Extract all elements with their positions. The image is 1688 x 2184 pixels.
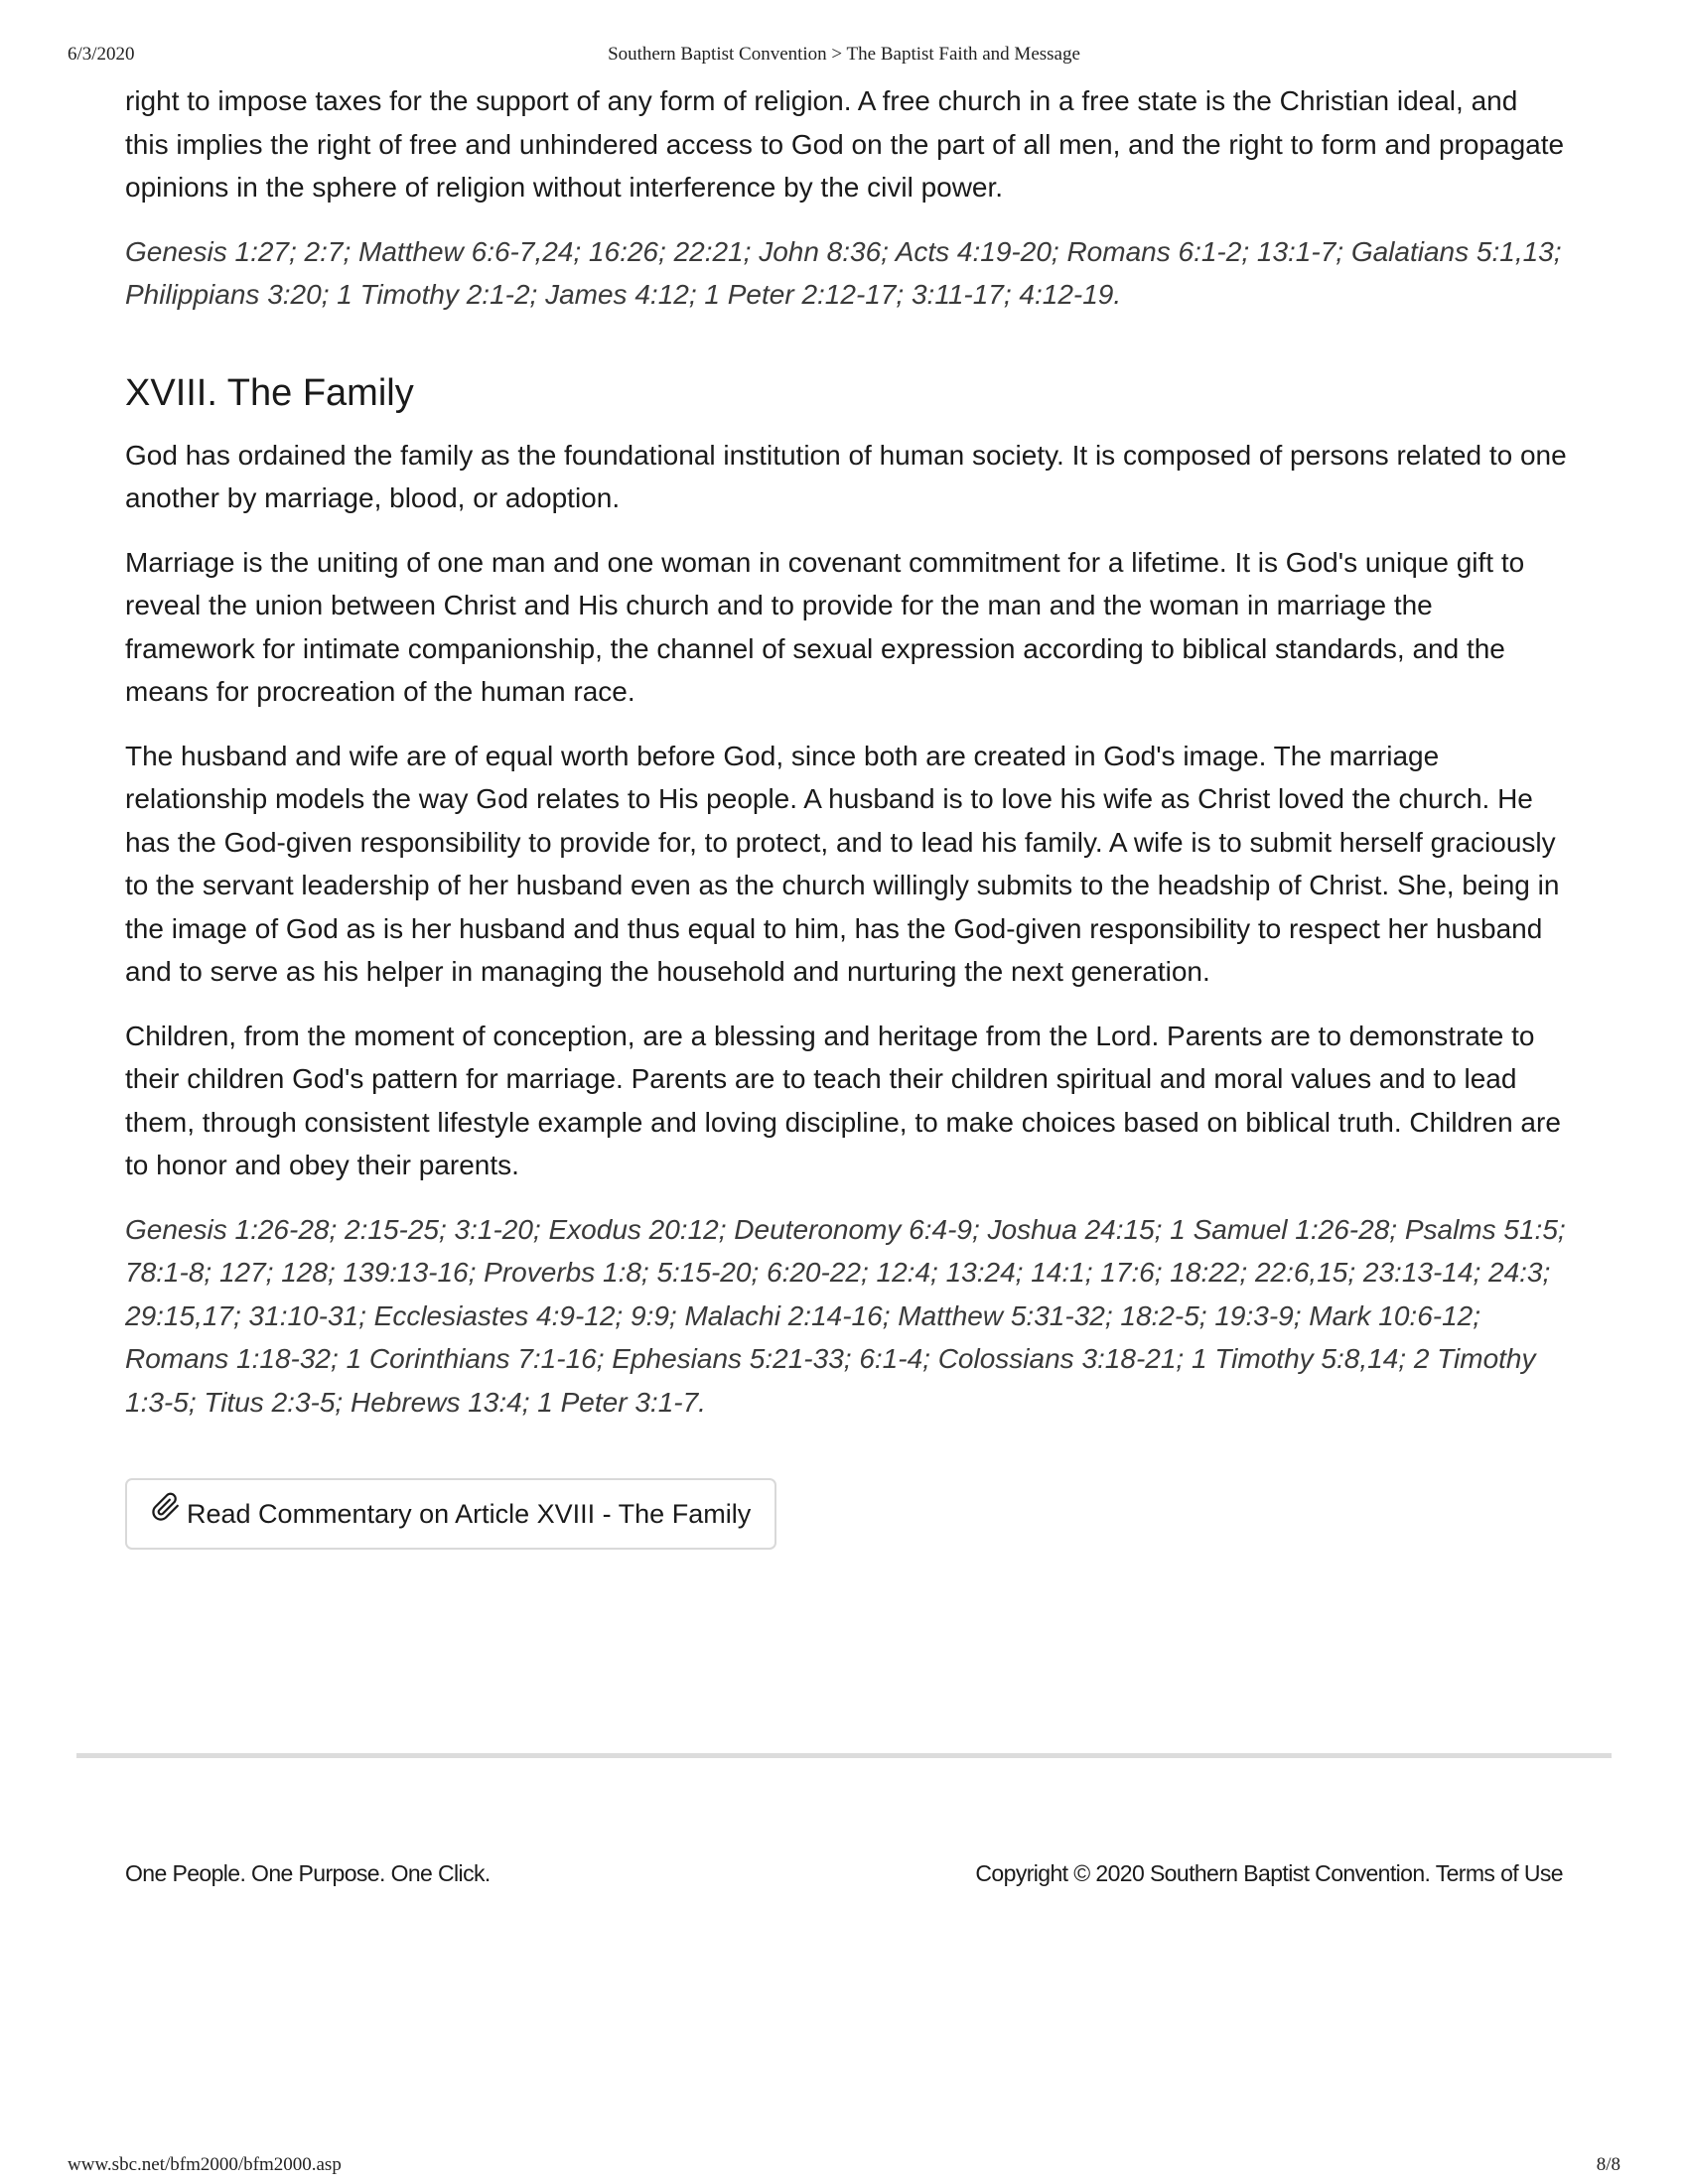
intro-paragraph: right to impose taxes for the support of any form of religion. A free church in a free state is the Christian ideal, and this implies the right of free and unhindered access to God on the part of all men, and the right to form and propagate opinions in the sphere of religion without interference by the civil power.: [125, 85, 1565, 203]
footer-copyright: [975, 1860, 1563, 1887]
paragraph-family-definition: God has ordained the family as the foundational institution of human society. It is composed of persons related to one another by marriage, blood, or adoption.: [125, 439, 1567, 513]
intro-scripture-references: Genesis 1:27; 2:7; Matthew 6:6-7,24; 16:26; 22:21; John 8:36; Acts 4:19-20; Romans 6:1-2; 13:1-7; Galatians 5:1,13; Philippians 3:20; 1 Timothy 2:1-2; James 4:12; 1 Peter 2:12-17; 3:11-17; 4:12-19.: [125, 235, 1562, 310]
footer-divider: [76, 1753, 1612, 1758]
terms-of-use-link[interactable]: Terms of Use: [1435, 1860, 1563, 1886]
article-content: [125, 79, 1567, 1550]
copyright-text: Copyright © 2020 Southern Baptist Convention.: [975, 1860, 1431, 1886]
print-url: www.sbc.net/bfm2000/bfm2000.asp: [68, 2154, 342, 2175]
paragraph-children: Children, from the moment of conception, are a blessing and heritage from the Lord. Parents are to demonstrate to their children God's pattern for marriage. Parents are to teach their children spiritual and moral values and to lead them, through consistent lifestyle example and loving discipline, to make choices based on biblical truth. Children are to honor and obey their parents.: [125, 1020, 1561, 1180]
read-commentary-label: Read Commentary on Article XVIII - The Family: [187, 1499, 752, 1529]
paperclip-icon: [151, 1479, 181, 1547]
print-date: 6/3/2020: [68, 44, 135, 65]
print-footer: [68, 2154, 1620, 2178]
read-commentary-button[interactable]: [125, 1478, 776, 1550]
print-document-title: Southern Baptist Convention > The Baptist Faith and Message: [608, 44, 1080, 65]
section-heading: XVIII. The Family: [125, 371, 414, 414]
section-scripture-references: Genesis 1:26-28; 2:15-25; 3:1-20; Exodus 20:12; Deuteronomy 6:4-9; Joshua 24:15; 1 Samuel 1:26-28; Psalms 51:5; 78:1-8; 127; 128; 139:13-16; Proverbs 1:8; 5:15-20; 6:20-22; 12:4; 13:24; 14:1; 17:6; 18:22; 22:6,15; 23:13-14; 24:3; 29:15,17; 31:10-31; Ecclesiastes 4:9-12; 9:9; Malachi 2:14-16; Matthew 5:31-32; 18:2-5; 19:3-9; Mark 10:6-12; Romans 1:18-32; 1 Corinthians 7:1-16; Ephesians 5:21-33; 6:1-4; Colossians 3:18-21; 1 Timothy 5:8,14; 2 Timothy 1:3-5; Titus 2:3-5; Hebrews 13:4; 1 Peter 3:1-7.: [125, 1213, 1566, 1418]
footer-tagline: One People. One Purpose. One Click.: [125, 1860, 491, 1886]
print-header: [68, 44, 1620, 68]
print-page-number: 8/8: [1596, 2154, 1620, 2175]
paragraph-husband-wife: The husband and wife are of equal worth before God, since both are created in God's image. The marriage relationship models the way God relates to His people. A husband is to love his wife as Christ loved the church. He has the God-given responsibility to provide for, to protect, and to lead his family. A wife is to submit herself graciously to the servant leadership of her husband even as the church willingly submits to the headship of Christ. She, being in the image of God as is her husband and thus equal to him, has the God-given responsibility to respect her husband and to serve as his helper in managing the household and nurturing the next generation.: [125, 740, 1560, 987]
paragraph-marriage: Marriage is the uniting of one man and one woman in covenant commitment for a lifetime. It is God's unique gift to reveal the union between Christ and His church and to provide for the man and the woman in marriage the framework for intimate companionship, the channel of sexual expression according to biblical standards, and the means for procreation of the human race.: [125, 546, 1525, 707]
